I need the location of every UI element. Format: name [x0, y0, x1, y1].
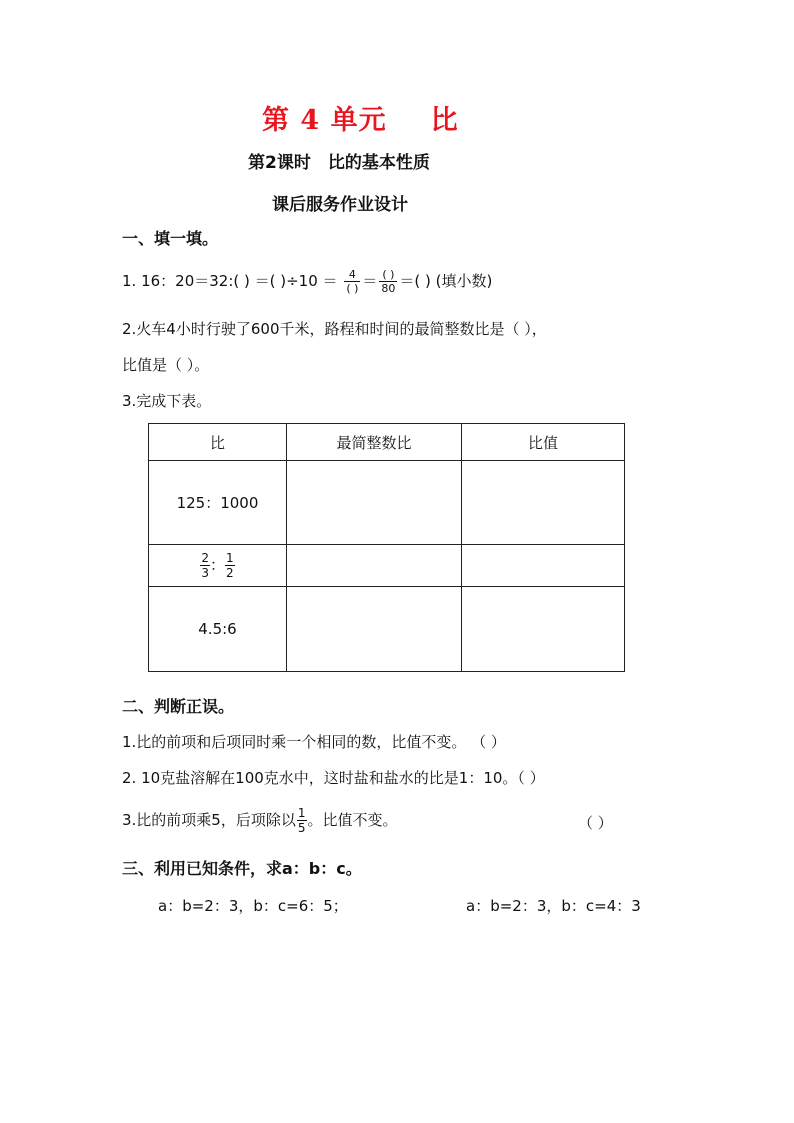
- table-row: [149, 545, 625, 587]
- q1-prefix: 1. 16：20＝32:( ) ＝( )÷10 ＝: [122, 272, 338, 290]
- row2-frac-a-den: 3: [201, 566, 209, 580]
- table-cell-answer[interactable]: [287, 545, 462, 587]
- row2-frac-b-den: 2: [226, 566, 234, 580]
- table-header-ratio: 比: [149, 424, 287, 461]
- q23-suffix: 。比值不变。: [307, 811, 398, 829]
- q23-prefix: 3.比的前项乘5，后项除以: [122, 811, 296, 829]
- q1-frac1-num: 4: [344, 268, 360, 282]
- question-2-2: 2. 10克盐溶解在100克水中，这时盐和盐水的比是1：10。（ ）: [122, 769, 545, 787]
- table-cell-answer[interactable]: [287, 587, 462, 672]
- table-header-simplest: 最简整数比: [287, 424, 462, 461]
- q23-fraction: [297, 806, 307, 835]
- row2-frac-b-num: 1: [226, 551, 234, 565]
- row2-separator: ：: [209, 556, 225, 574]
- q1-frac2-num: ( ): [379, 268, 397, 282]
- unit-label: 第 4 单元: [262, 105, 387, 136]
- condition-left: a：b=2：3，b：c=6：5；: [158, 897, 348, 915]
- section1-heading: 一、填一填。: [122, 229, 219, 248]
- unit-topic: 比: [430, 105, 459, 136]
- table-header-row: [149, 424, 625, 461]
- table-header-value: 比值: [462, 424, 625, 461]
- table-row: [149, 587, 625, 672]
- table-row: [149, 461, 625, 545]
- row2-frac-a-num: 2: [201, 551, 209, 565]
- q1-fraction-1: [344, 268, 360, 295]
- table-cell-answer[interactable]: [462, 461, 625, 545]
- lesson-title: 第2课时 比的基本性质: [248, 153, 430, 173]
- section3-heading: 三、利用已知条件，求a：b：c。: [122, 859, 362, 878]
- q23-frac-den: 5: [297, 821, 306, 835]
- table-cell-ratio-2: [149, 545, 287, 587]
- question-1-2-line2: 比值是（ ）。: [122, 356, 210, 374]
- q1-frac1-den: ( ): [346, 282, 359, 295]
- ratio-table: [148, 423, 625, 672]
- row2-fraction-b: [225, 551, 235, 580]
- table-cell-ratio-1: 125：1000: [149, 461, 287, 545]
- question-2-3-answer: （ ）: [578, 814, 613, 832]
- table-cell-answer[interactable]: [462, 545, 625, 587]
- table-cell-answer[interactable]: [287, 461, 462, 545]
- q1-eq: ＝: [362, 272, 378, 290]
- question-2-1: 1.比的前项和后项同时乘一个相同的数，比值不变。 （ ）: [122, 733, 506, 751]
- page-subtitle: 课后服务作业设计: [272, 195, 408, 215]
- row2-fraction-a: [200, 551, 210, 580]
- question-1-3: 3.完成下表。: [122, 392, 212, 410]
- question-1-2-line1: 2.火车4小时行驶了600千米，路程和时间的最简整数比是（ ），: [122, 320, 547, 338]
- q1-frac2-den: 80: [381, 282, 396, 295]
- section2-heading: 二、判断正误。: [122, 697, 235, 716]
- q1-fraction-2: [379, 268, 397, 295]
- table-cell-ratio-3: 4.5:6: [149, 587, 287, 672]
- question-2-3: [122, 806, 398, 835]
- unit-title: [262, 98, 459, 137]
- condition-right: a：b=2：3，b：c=4：3: [466, 897, 641, 915]
- q1-suffix: ＝( ) (填小数): [399, 272, 493, 290]
- table-cell-answer[interactable]: [462, 587, 625, 672]
- q23-frac-num: 1: [297, 806, 306, 820]
- question-1-1: [122, 268, 492, 295]
